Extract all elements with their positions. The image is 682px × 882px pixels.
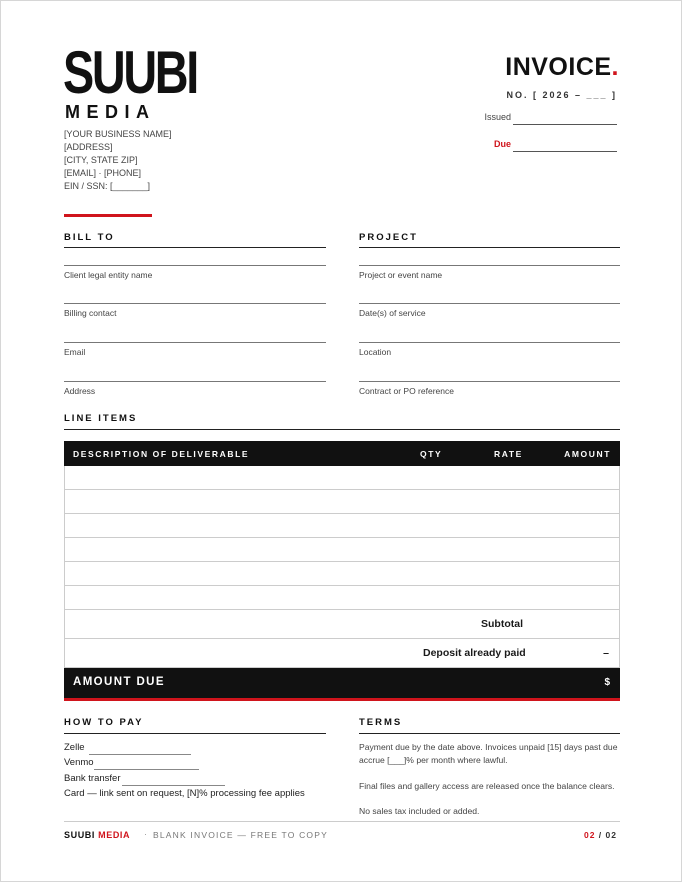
due-label: Due	[493, 139, 511, 149]
footer-brand-a: SUUBI	[64, 830, 96, 840]
field-caption: Email	[64, 347, 86, 357]
footer-separator: ·	[144, 829, 147, 839]
field-caption: Billing contact	[64, 308, 117, 318]
bill-to-field[interactable]	[64, 342, 326, 357]
bank-field[interactable]	[122, 785, 225, 786]
field-caption: Date(s) of service	[359, 308, 426, 318]
deposit-label: Deposit already paid	[423, 647, 526, 659]
table-row[interactable]	[64, 490, 620, 514]
due-row[interactable]	[477, 139, 617, 153]
col-qty: QTY	[420, 449, 443, 459]
project-field[interactable]	[359, 342, 620, 357]
pay-method-bank: Bank transfer	[64, 773, 121, 784]
how-to-pay-heading: HOW TO PAY	[64, 717, 144, 728]
project-field[interactable]	[359, 303, 620, 318]
footer-note: BLANK INVOICE — FREE TO COPY	[153, 830, 328, 840]
pay-method-zelle: Zelle	[64, 742, 85, 753]
table-row[interactable]	[64, 466, 620, 490]
issued-label: Issued	[484, 112, 511, 122]
terms-rule	[359, 733, 620, 734]
deposit-value: –	[603, 647, 609, 659]
terms-heading: TERMS	[359, 717, 403, 728]
zelle-field[interactable]	[89, 754, 191, 755]
amount-due-value: $	[604, 677, 610, 688]
accent-bar	[64, 214, 152, 217]
table-row[interactable]	[64, 514, 620, 538]
line-items-heading: LINE ITEMS	[64, 413, 138, 424]
table-row[interactable]	[64, 562, 620, 586]
venmo-field[interactable]	[94, 769, 199, 770]
issued-field[interactable]	[513, 124, 617, 125]
deposit-row	[64, 639, 620, 668]
footer-rule	[64, 821, 620, 822]
bill-to-field[interactable]	[64, 303, 326, 318]
amount-due-label: AMOUNT DUE	[73, 676, 165, 688]
pay-method-card: Card — link sent on request, [N]% processing fee applies	[64, 788, 305, 799]
invoice-number: NO. [ 2026 – ___ ]	[506, 90, 617, 100]
invoice-title-text: INVOICE	[505, 53, 612, 81]
terms-tax: No sales tax included or added.	[359, 806, 480, 816]
bill-to-rule	[64, 247, 326, 248]
page-current: 02	[583, 830, 596, 840]
due-field[interactable]	[513, 151, 617, 152]
field-caption: Address	[64, 386, 96, 396]
logo-subtitle: MEDIA	[65, 102, 156, 122]
table-header	[64, 441, 620, 466]
business-ein: EIN / SSN: [_______]	[64, 181, 151, 191]
invoice-title-dot: .	[611, 53, 619, 81]
field-caption: Location	[359, 347, 392, 357]
terms-files: Final files and gallery access are released once the balance clears.	[359, 781, 615, 791]
project-field[interactable]	[359, 381, 620, 396]
business-address: [ADDRESS]	[64, 142, 113, 152]
line-items-rule	[64, 429, 620, 430]
bill-to-field[interactable]	[64, 381, 326, 396]
bill-to-field[interactable]	[64, 265, 326, 280]
project-heading: PROJECT	[359, 232, 418, 243]
terms-payment: Payment due by the date above. Invoices unpaid [15] days past due accrue [___]% per month where lawful.	[359, 742, 618, 765]
subtotal-row	[64, 610, 620, 639]
project-field[interactable]	[359, 265, 620, 280]
page-indicator	[584, 830, 617, 840]
field-caption: Project or event name	[359, 270, 443, 280]
table-row[interactable]	[64, 538, 620, 562]
pay-method-venmo: Venmo	[64, 757, 94, 768]
page-total: 02	[605, 830, 617, 840]
business-name: [YOUR BUSINESS NAME]	[64, 129, 172, 139]
subtotal-label: Subtotal	[481, 618, 523, 630]
col-description: DESCRIPTION OF DELIVERABLE	[73, 449, 250, 459]
field-caption: Client legal entity name	[64, 270, 153, 280]
amount-due-row	[64, 668, 620, 701]
business-contact: [EMAIL] · [PHONE]	[64, 168, 142, 178]
table-row[interactable]	[64, 586, 620, 610]
line-items-table	[64, 441, 620, 701]
footer-brand-b: MEDIA	[98, 830, 131, 840]
logo-wordmark: SUUBI	[63, 39, 197, 106]
col-amount: AMOUNT	[564, 449, 611, 459]
page-separator: /	[595, 830, 606, 840]
footer-brand	[64, 830, 130, 840]
issued-row[interactable]	[477, 112, 617, 126]
bill-to-heading: BILL TO	[64, 232, 115, 243]
project-rule	[359, 247, 620, 248]
field-caption: Contract or PO reference	[359, 386, 454, 396]
invoice-title	[505, 53, 619, 82]
how-to-pay-rule	[64, 733, 326, 734]
business-info	[64, 128, 172, 193]
business-city: [CITY, STATE ZIP]	[64, 155, 138, 165]
col-rate: RATE	[494, 449, 523, 459]
